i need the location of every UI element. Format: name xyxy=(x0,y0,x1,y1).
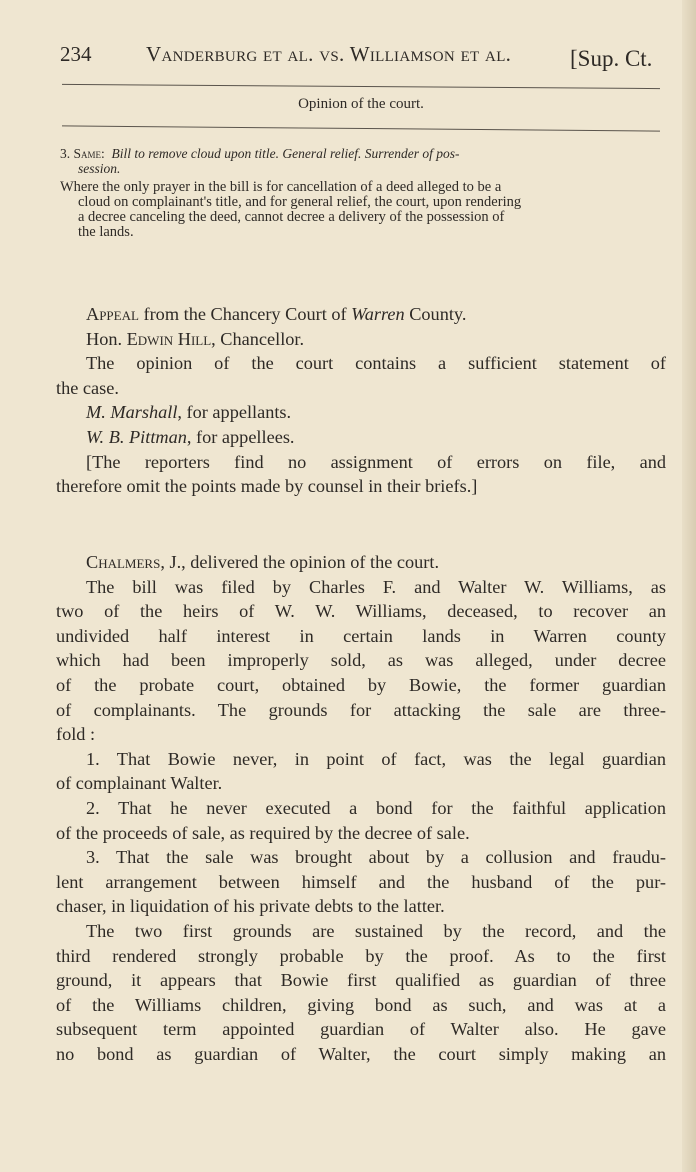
reporter-note: [The reporters find no assignment of errors on file, and xyxy=(86,451,666,472)
opinion-line: of the Williams children, giving bond as such, and was at a xyxy=(56,994,666,1015)
court-label: [Sup. Ct. xyxy=(570,46,653,71)
opinion xyxy=(56,550,666,1066)
headnote-label: Same: xyxy=(73,146,105,161)
headnote-topic: Bill to remove cloud upon title. General relief. Surrender of pos- xyxy=(111,146,460,161)
opinion-line: two of the heirs of W. W. Williams, deceased, to recover an xyxy=(56,601,666,622)
opinion-line: which had been improperly sold, as was alleged, under decree xyxy=(56,650,666,671)
opinion-line: of complainant Walter. xyxy=(56,773,223,794)
headnote-topic-cont: session. xyxy=(78,161,121,176)
opinion-line: 3. That the sale was brought about by a collusion and fraudu- xyxy=(86,847,666,868)
page-edge xyxy=(682,0,696,1172)
opinion-line: ground, it appears that Bowie first qualified as guardian of three xyxy=(56,970,666,991)
headnote xyxy=(60,146,675,240)
opinion-line: The two first grounds are sustained by the record, and the xyxy=(86,920,666,941)
headnote-line: a decree canceling the deed, cannot decree a delivery of the possession of xyxy=(78,209,505,225)
opinion-line: no bond as guardian of Walter, the court simply making an xyxy=(56,1043,666,1064)
reporter-note: therefore omit the points made by counsel in their briefs.] xyxy=(56,476,478,497)
opinion-line: third rendered strongly probable by the proof. As to the first xyxy=(56,945,666,966)
case-details xyxy=(56,302,666,499)
headnote-line: Where the only prayer in the bill is for cancellation of a deed alleged to be a xyxy=(60,179,502,195)
statement-line: The opinion of the court contains a sufficient statement of xyxy=(86,353,666,374)
appellants-counsel: M. Marshall, for appellants. xyxy=(86,402,292,423)
rule-bottom xyxy=(62,125,660,131)
statement-line: the case. xyxy=(56,377,119,398)
opinion-line: lent arrangement between himself and the husband of the pur- xyxy=(56,871,666,892)
rule-top xyxy=(62,84,660,89)
opinion-line: fold : xyxy=(56,724,96,745)
opinion-line: undivided half interest in certain lands in Warren county xyxy=(56,625,666,646)
opinion-line: 2. That he never executed a bond for the faithful application xyxy=(86,797,666,818)
appeal-line: Appeal from the Chancery Court of Warren County. xyxy=(86,304,467,324)
section-subheader: Opinion of the court. xyxy=(298,96,424,112)
opinion-line: subsequent term appointed guardian of Walter also. He gave xyxy=(56,1019,666,1040)
case-title: Vanderburg et al. vs. Williamson et al. xyxy=(146,42,512,66)
opinion-line: of the probate court, obtained by Bowie, the former guardian xyxy=(56,674,666,695)
page-number: 234 xyxy=(60,42,92,66)
opinion-line: 1. That Bowie never, in point of fact, was the legal guardian xyxy=(86,748,666,769)
opinion-line: of the proceeds of sale, as required by the decree of sale. xyxy=(56,822,470,843)
opinion-line: chaser, in liquidation of his private debts to the latter. xyxy=(56,896,445,917)
opinion-intro: Chalmers, J., delivered the opinion of the court. xyxy=(86,552,440,572)
judge-line: Hon. Edwin Hill, Chancellor. xyxy=(86,328,305,349)
opinion-line: The bill was filed by Charles F. and Walter W. Williams, as xyxy=(86,576,666,597)
headnote-line: cloud on complainant's title, and for general relief, the court, upon rendering xyxy=(78,194,522,210)
appellees-counsel: W. B. Pittman, for appellees. xyxy=(86,426,295,447)
headnote-number: 3. xyxy=(60,146,71,161)
opinion-line: of complainants. The grounds for attacking the sale are three- xyxy=(56,699,666,720)
headnote-line: the lands. xyxy=(78,224,134,240)
